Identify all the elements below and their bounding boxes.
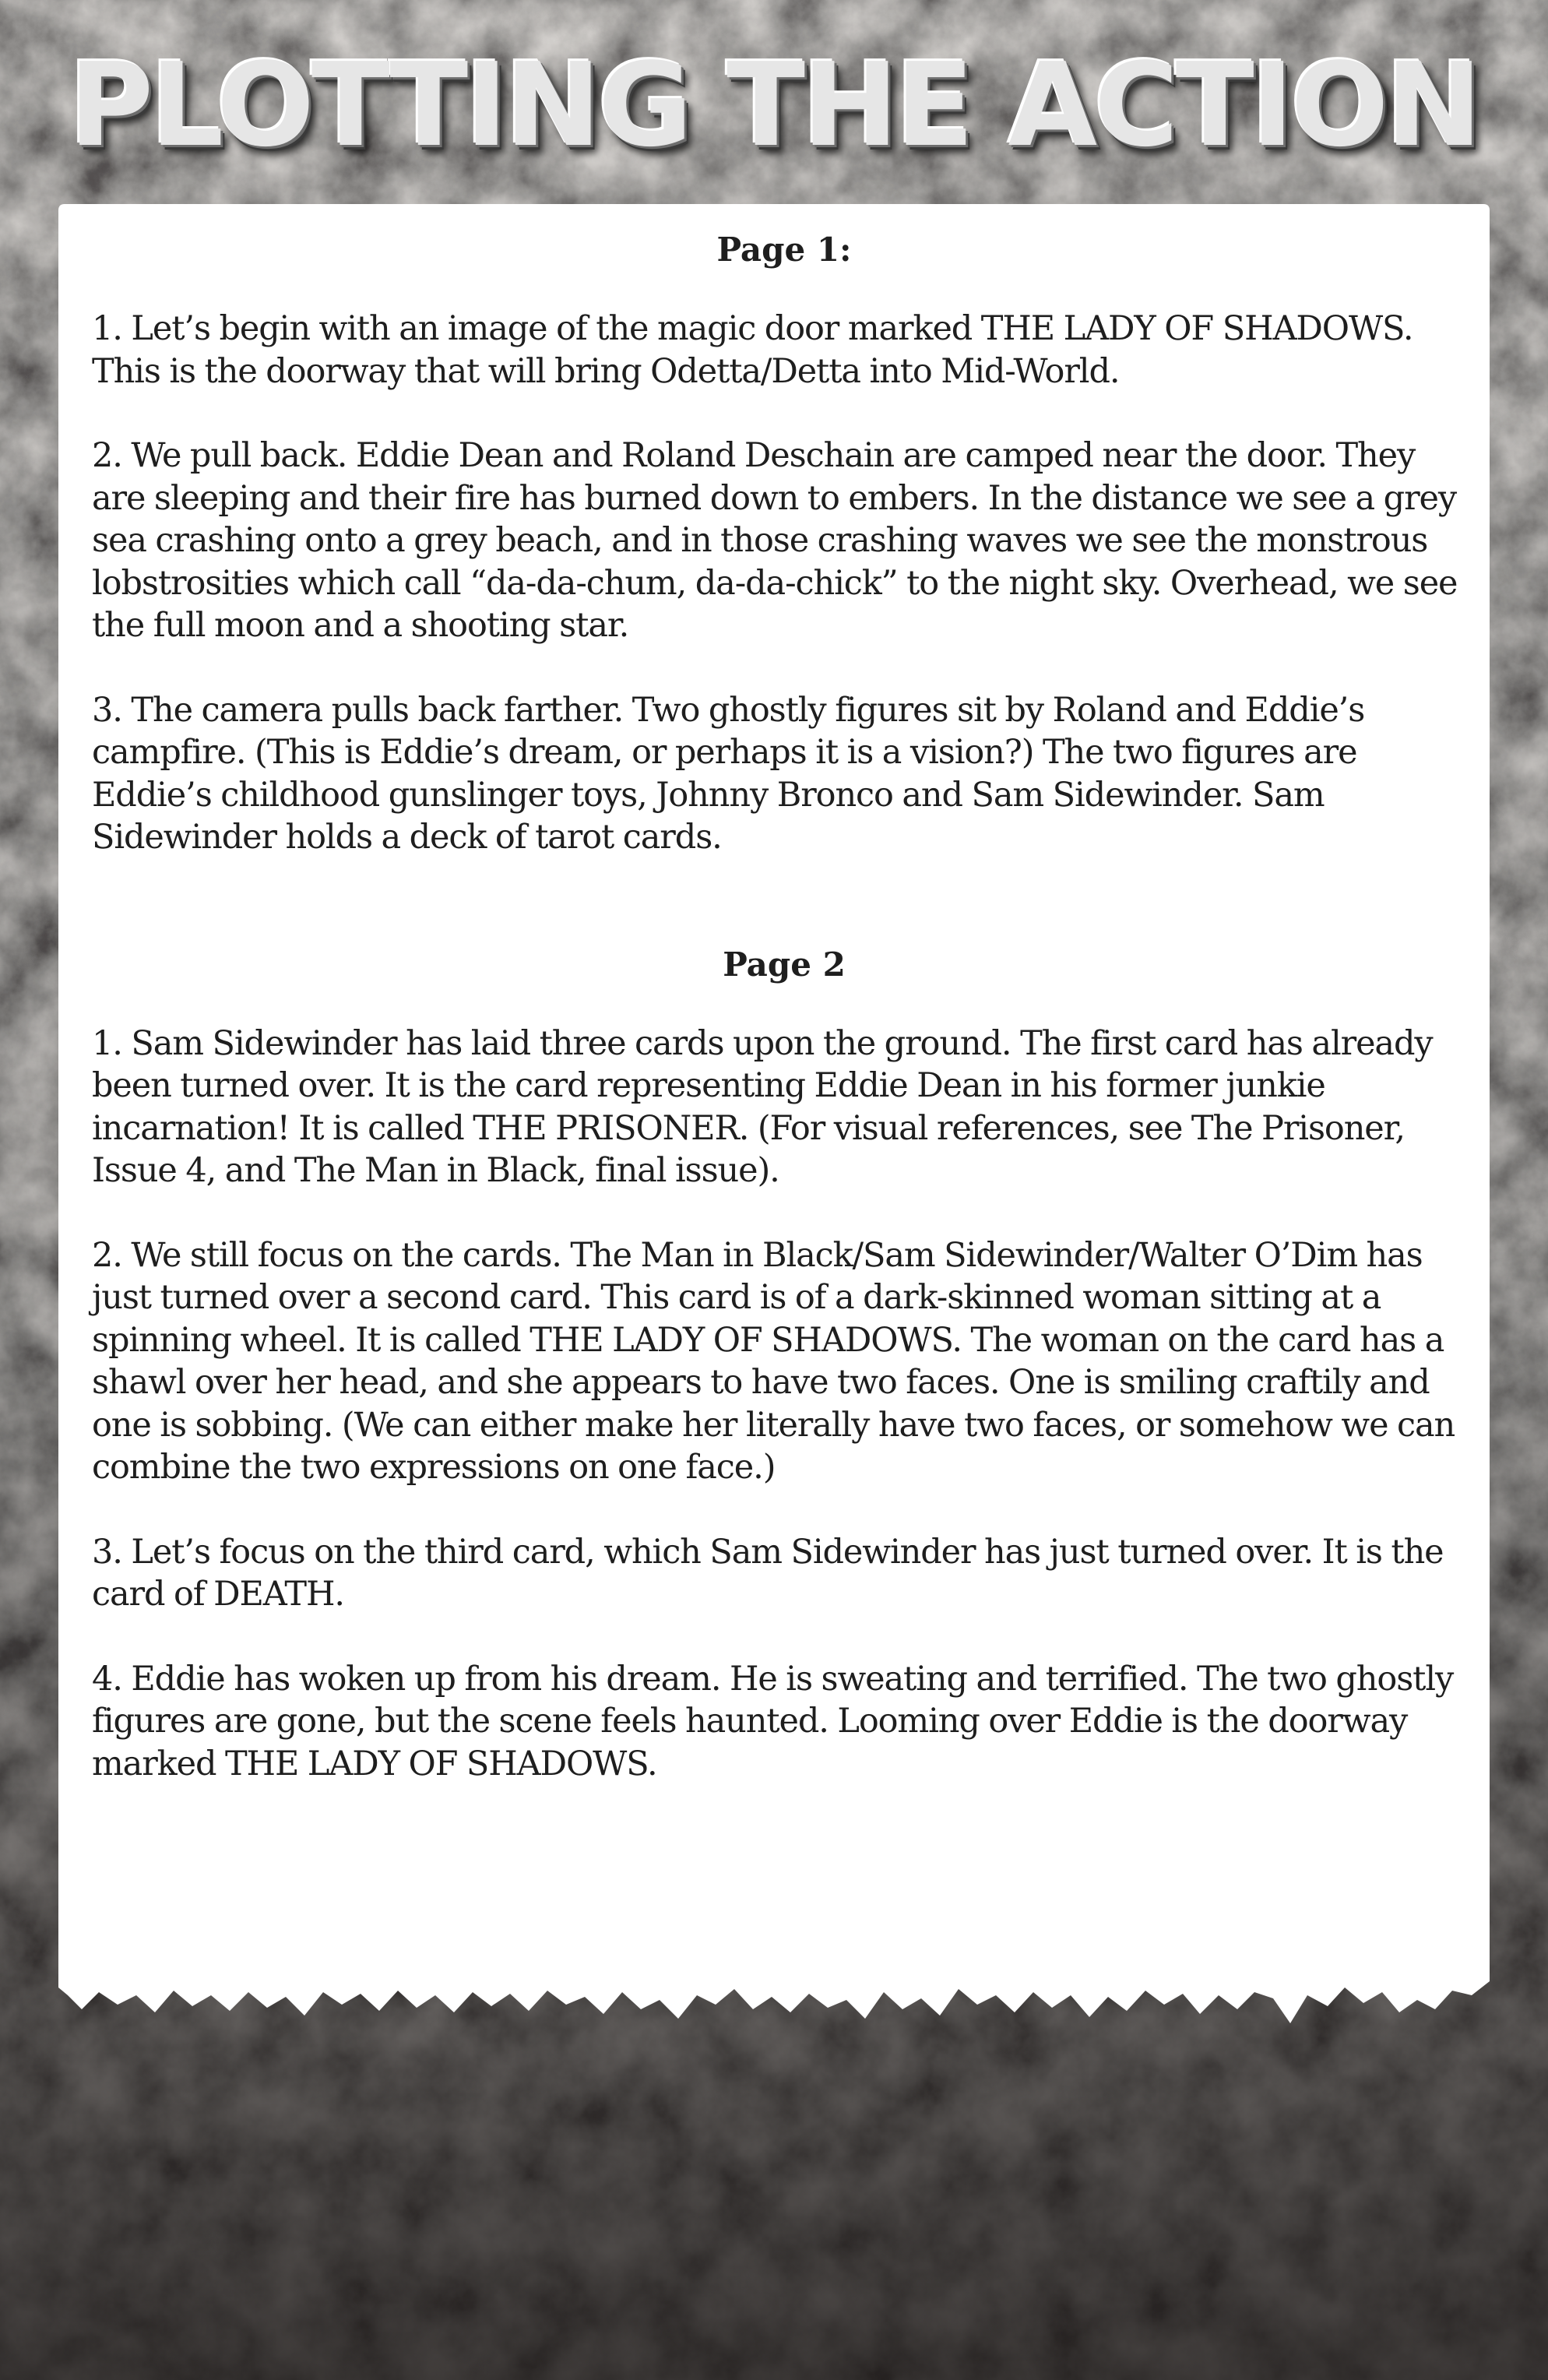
script-content	[92, 228, 1461, 1785]
page-2-panel-1: 1. Sam Sidewinder has laid three cards upon the ground. The first card has already been turned over. It is the card representing Eddie Dean in his former junkie incarnation! It is called THE PRISONER. (For visual references, see The Prisoner, Issue 4, and The Man in Black, final issue).	[92, 1023, 1433, 1190]
page-2-panel-3: 3. Let’s focus on the third card, which Sam Sidewinder has just turned over. It is the card of DEATH.	[92, 1532, 1444, 1614]
page-title: PLOTTING THE ACTION	[69, 38, 1479, 172]
page-2-panel-2: 2. We still focus on the cards. The Man in Black/Sam Sidewinder/Walter O’Dim has just turned over a second card. This card is of a dark-skinned woman sitting at a spinning wheel. It is called THE LADY OF SHADOWS. The woman on the card has a shawl over her head, and she appears to have two faces. One is smiling craftily and one is sobbing. (We can either make her literally have two faces, or somehow we can combine the two expressions on one face.)	[92, 1235, 1455, 1487]
page-1-panel-3: 3. The camera pulls back farther. Two ghostly figures sit by Roland and Eddie’s campfire. (This is Eddie’s dream, or perhaps it is a vision?) The two figures are Eddie’s childhood gunslinger toys, Johnny Bronco and Sam Sidewinder. Sam Sidewinder holds a deck of tarot cards.	[92, 690, 1365, 857]
page-1-heading: Page 1:	[716, 231, 852, 269]
page-2-panel-4: 4. Eddie has woken up from his dream. He is sweating and terrified. The two ghostly figures are gone, but the scene feels haunted. Looming over Eddie is the doorway marked THE LADY OF SHADOWS.	[92, 1659, 1454, 1783]
page-1-panel-1: 1. Let’s begin with an image of the magic door marked THE LADY OF SHADOWS. This is the doorway that will bring Odetta/Detta into Mid-World.	[92, 309, 1413, 391]
page-1-panel-2: 2. We pull back. Eddie Dean and Roland Deschain are camped near the door. They are sleeping and their fire has burned down to embers. In the distance we see a grey sea crashing onto a grey beach, and in those crashing waves we see the monstrous lobstrosities which call “da-da-chum, da-da-chick” to the night sky. Overhead, we see the full moon and a shooting star.	[92, 436, 1458, 645]
page-1-section	[92, 228, 1461, 859]
page-2-section	[92, 943, 1461, 1786]
page-2-heading: Page 2	[723, 945, 846, 984]
